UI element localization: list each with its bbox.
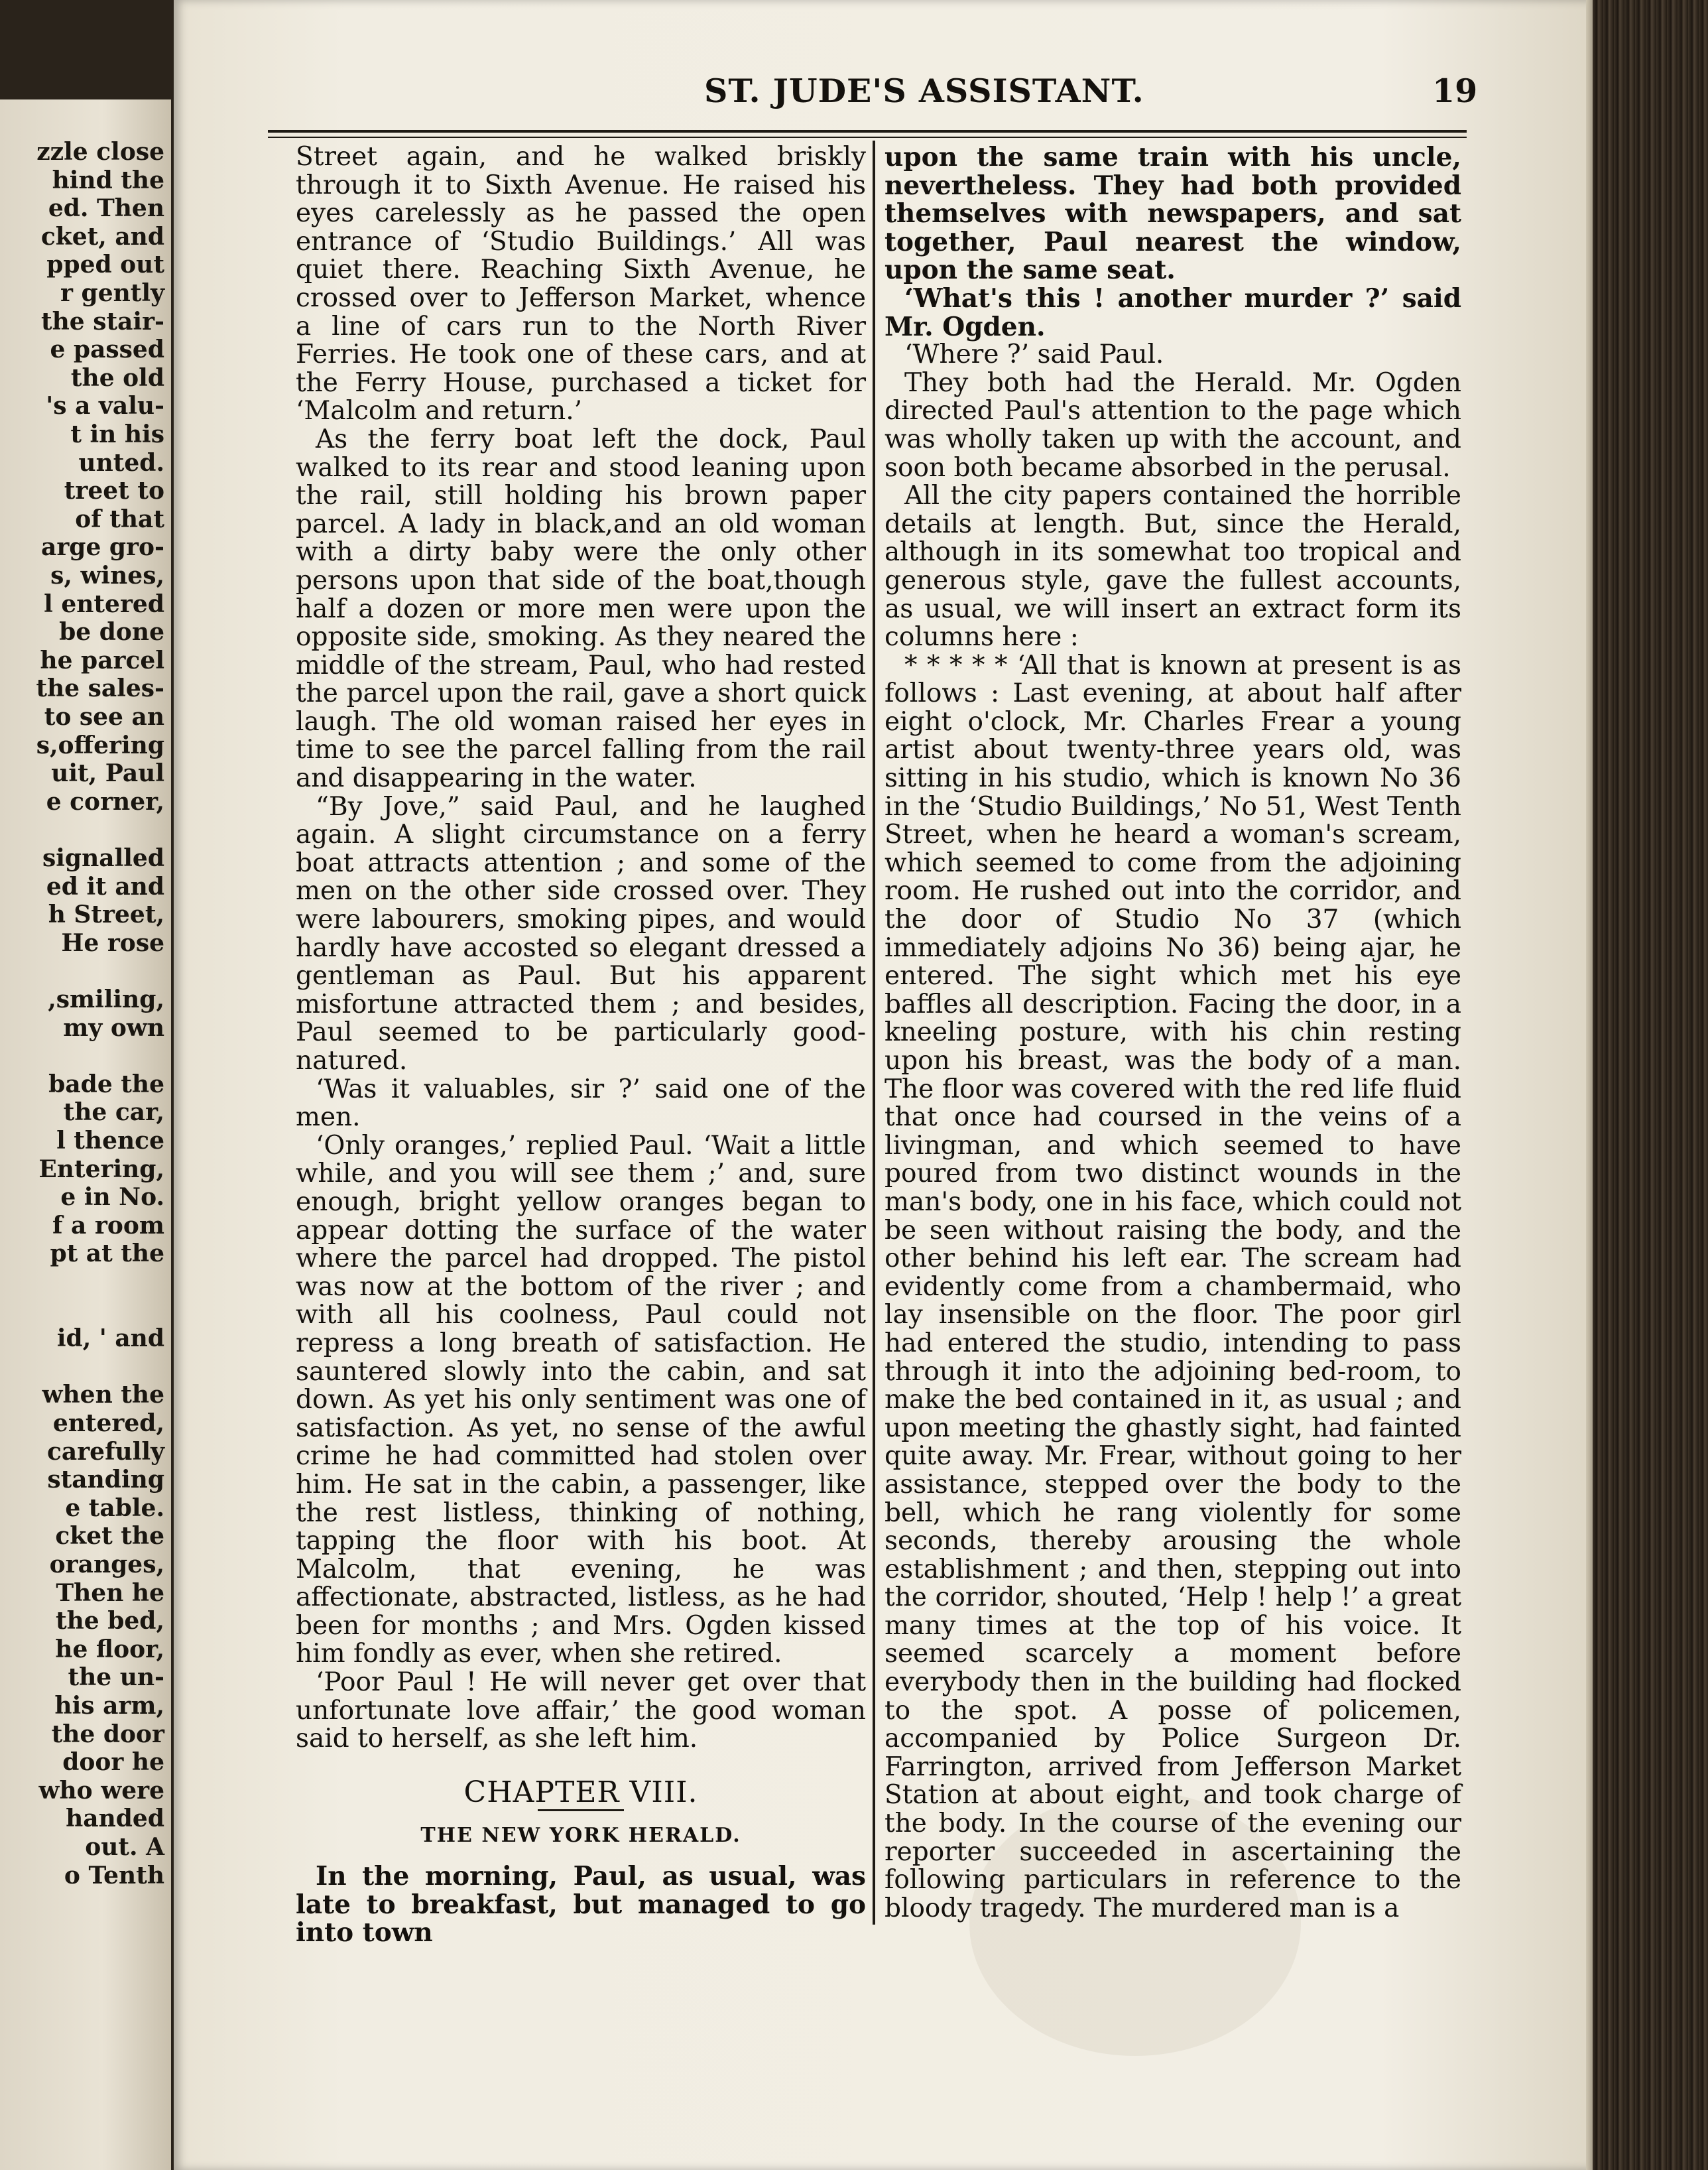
previous-page-line: entered,: [52, 1409, 164, 1437]
previous-page-line: ed. Then: [48, 194, 164, 223]
previous-page-line: zzle close: [36, 138, 164, 166]
chapter-rule: [538, 1809, 624, 1811]
previous-page-line: s, wines,: [50, 562, 164, 590]
paragraph: They both had the Herald. Mr. Ogden directed Paul's attention to the page which was wholly taken up with the account, and soon both became absorbed in the perusal.: [884, 367, 1461, 483]
previous-page-line: he floor,: [55, 1635, 164, 1663]
previous-page-line: unted.: [78, 448, 164, 477]
paragraph: ‘Where ?’ said Paul.: [904, 340, 1164, 370]
paragraph: ‘Only oranges,’ replied Paul. ‘Wait a little while, and you will see them ;’ and, sure enough, bright yellow oranges began to appear dotting the surface of the water where the parcel had dropped. The pistol was now at the bottom of the river ; and with all his coolness, Paul could not repress a long breath of satisfaction. He sauntered slowly into the cabin, and sat down. As yet his only sentiment was one of satisfaction. As yet, no sense of the awful crime he had committed had stolen over him. He sat in the cabin, a passenger, like the rest listless, thinking of nothing, tapping the floor with his boot. At Malcolm, that evening, he was affectionate, abstracted, listless, as he had been for months ; and Mrs. Ogden kissed him fondly as ever, when she retired.: [296, 1130, 866, 1669]
previous-page-line: o Tenth: [64, 1861, 164, 1889]
previous-page-line: to see an: [44, 703, 164, 731]
previous-page-line: e table.: [65, 1494, 164, 1522]
previous-page-line: f a room: [52, 1211, 164, 1240]
chapter-opening: In the morning, Paul, as usual, was late to breakfast, but managed to go into town: [296, 1861, 866, 1948]
previous-page-line: s,offering: [36, 731, 164, 759]
previous-page-line: h Street,: [48, 901, 164, 929]
right-column: [884, 143, 1461, 1923]
previous-page-line: cket, and: [40, 222, 164, 251]
previous-page-edge: [0, 99, 171, 2170]
previous-page-line: standing: [47, 1466, 164, 1494]
previous-page-line: door he: [62, 1748, 164, 1777]
paragraph: ‘Was it valuables, sir ?’ said one of the men.: [296, 1074, 866, 1133]
previous-page-line: the bed,: [55, 1607, 164, 1635]
previous-page-line: id, ' and: [56, 1324, 164, 1353]
previous-page-line: Entering,: [38, 1155, 164, 1183]
paragraph: Street again, and he walked briskly through it to Sixth Avenue. He raised his eyes carelessly as he passed the open entrance of ‘Studio Buildings.’ All was quiet there. Reaching Sixth Avenue, he crossed over to Jefferson Market, whence a line of cars run to the North River Ferries. He took one of these cars, and at the Ferry House, purchased a ticket for ‘Malcolm and return.’: [296, 142, 866, 426]
previous-page-line: out. A: [85, 1833, 164, 1861]
previous-page-line: handed: [66, 1805, 164, 1833]
previous-page-line: the stair-: [40, 307, 164, 336]
previous-page-line: e corner,: [46, 787, 164, 816]
header-rule-thin: [268, 137, 1467, 138]
book-spine: [1593, 0, 1708, 2170]
paragraph: * * * * * ‘All that is known at present is as follows : Last evening, at about half after eight o'clock, Mr. Charles Frear a young artist about twenty-three years old, was sitting in his studio, which is known No 36 in the ‘Studio Buildings,’ No 51, West Tenth Street, when he heard a woman's scream, which seemed to come from the adjoining room. He rushed out into the corridor, and the door of Studio No 37 (which immediately adjoins No 36) being ajar, he entered. The sight which met his eye baffles all description. Facing the door, in a kneeling posture, with his chin resting upon his breast, was the body of a man. The floor was covered with the red life fluid that once had coursed in the veins of a livingman, and which seemed to have poured from two distinct wounds in the man's body, one in his face, which could not be seen without raising the body, and the other behind his left ear. The scream had evidently come from a chambermaid, who lay insensible on the floor. The poor girl had entered the studio, intending to pass through it into the adjoining bed-room, to make the bed contained in it, as usual ; and upon meeting the ghastly sight, had fainted quite away. Mr. Frear, without going to her assistance, stepped over the body to the bell, which he rang violently for some seconds, thereby arousing the whole establishment ; and then, stepping out into the corridor, shouted, ‘Help ! help !’ a great many times at the top of his voice. It seemed scarcely a moment before everybody then in the building had flocked to the spot. A posse of policemen, accompanied by Police Surgeon Dr. Farrington, arrived from Jefferson Market Station at about eight, and took charge of the body. In the course of the evening our reporter succeeded in ascertaining the following particulars in reference to the bloody tragedy. The murdered man is a: [884, 650, 1461, 1923]
previous-page-line: who were: [38, 1776, 164, 1805]
paragraph: “By Jove,” said Paul, and he laughed again. A slight circumstance on a ferry boat attracts attention ; and some of the men on the other side crossed over. They were labourers, smoking pipes, and would hardly have accosted so elegant dressed a gentleman as Paul. But his apparent misfortune attracted them ; and besides, Paul seemed to be particularly good-natured.: [296, 791, 866, 1076]
previous-page-line: bade the: [48, 1070, 164, 1098]
previous-page-line: signalled: [42, 844, 164, 872]
previous-page-line: the un-: [68, 1663, 164, 1692]
previous-page-line: the old: [70, 363, 164, 392]
previous-page-line: the door: [51, 1720, 164, 1748]
running-header-title: ST. JUDE'S ASSISTANT.: [704, 72, 1144, 110]
previous-page-line: hind the: [52, 166, 164, 194]
previous-page-line: ,smiling,: [48, 986, 164, 1013]
previous-page-line: Then he: [56, 1578, 164, 1607]
paragraph: upon the same train with his uncle, nevertheless. They had both provided themselves with newspapers, and sat together, Paul nearest the window, upon the same seat.: [884, 142, 1461, 286]
previous-page-line: be done: [59, 618, 164, 647]
previous-page-line: pped out: [46, 251, 164, 279]
left-column: [296, 143, 866, 1947]
previous-page-line: l entered: [44, 590, 164, 618]
previous-page-line: l thence: [56, 1127, 164, 1155]
header-rule: [268, 130, 1467, 133]
previous-page-line: pt at the: [50, 1240, 164, 1268]
previous-page-line: oranges,: [49, 1551, 164, 1578]
column-divider: [873, 141, 875, 1925]
previous-page-line: his arm,: [54, 1692, 164, 1720]
previous-page-line: 's a valu-: [46, 392, 164, 420]
previous-page-line: treet to: [64, 477, 164, 505]
previous-page-line: uit, Paul: [51, 759, 164, 788]
paragraph: ‘What's this ! another murder ?’ said Mr. Ogden.: [884, 283, 1461, 342]
previous-page-line: e in No.: [60, 1183, 164, 1212]
previous-page-line: the car,: [63, 1098, 164, 1127]
previous-page-line: when the: [42, 1381, 164, 1409]
page-number: 19: [1432, 72, 1478, 110]
previous-page-line: e passed: [50, 336, 164, 364]
previous-page-line: He rose: [61, 928, 164, 957]
previous-page-line: carefully: [46, 1437, 164, 1466]
paragraph: As the ferry boat left the dock, Paul walked to its rear and stood leaning upon the rail, still holding his brown paper parcel. A lady in black,and an old woman with a dirty baby were the only other persons upon that side of the boat,though half a dozen or more men were upon the opposite side, smoking. As they neared the middle of the stream, Paul, who had rested the parcel upon the rail, gave a short quick laugh. The old woman raised her eyes in time to see the parcel falling from the rail and disappearing in the water.: [296, 424, 866, 794]
previous-page-line: the sales-: [36, 674, 164, 703]
previous-page-line: of that: [75, 505, 164, 533]
paragraph: All the city papers contained the horrible details at length. But, since the Herald, although in its somewhat too tropical and generous style, gave the fullest accounts, as usual, we will insert an extract form its columns here :: [884, 481, 1461, 653]
previous-page-line: arge gro-: [41, 533, 164, 562]
previous-page-line: t in his: [70, 420, 164, 448]
previous-page-line: r gently: [60, 279, 164, 307]
previous-page-line: he parcel: [40, 646, 164, 674]
previous-page-line: ed it and: [46, 872, 164, 901]
chapter-title: CHAPTER VIII.: [463, 1775, 698, 1809]
previous-page-line: cket the: [55, 1522, 164, 1551]
previous-page-line: my own: [63, 1013, 164, 1042]
chapter-subtitle: THE NEW YORK HERALD.: [420, 1824, 741, 1848]
paragraph: ‘Poor Paul ! He will never get over that unfortunate love affair,’ the good woman said to herself, as she left him.: [296, 1667, 866, 1754]
